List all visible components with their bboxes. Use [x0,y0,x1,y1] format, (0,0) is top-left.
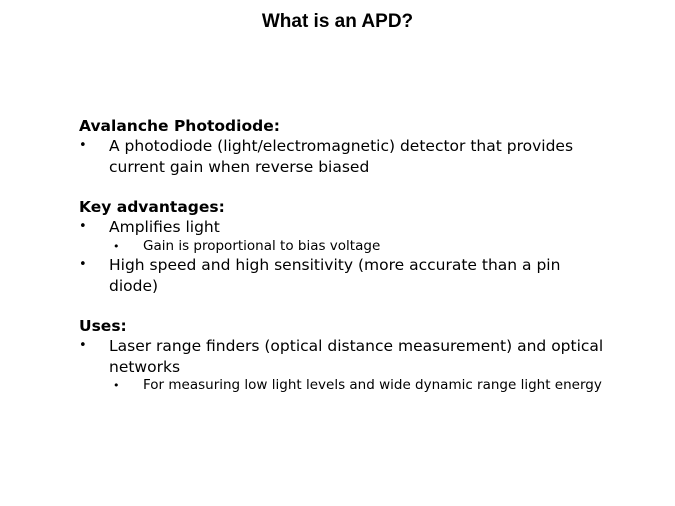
bullet-icon: • [113,379,120,392]
list-item [79,217,609,255]
list-item [79,255,609,296]
list-item-text: Laser range finders (optical distance measurement) and optical networks [109,337,604,376]
bullet-icon: • [79,257,87,272]
bullet-list [79,336,609,395]
section-uses [79,316,609,395]
bullet-list [79,136,609,177]
bullet-icon: • [79,219,87,234]
bullet-icon: • [79,138,87,153]
section-heading: Uses: [79,317,127,335]
section-heading: Key advantages: [79,198,225,216]
section-key-advantages [79,197,609,296]
list-item-text: Amplifies light [109,218,220,236]
slide-title: What is an APD? [261,11,414,32]
sub-list-item [109,238,609,256]
list-item [79,336,609,395]
list-item [79,136,609,177]
sub-bullet-list [109,377,609,395]
list-item-text: A photodiode (light/electromagnetic) detector that provides current gain when reverse biased [109,137,574,176]
bullet-list [79,217,609,296]
section-avalanche-photodiode [79,116,609,177]
section-heading: Avalanche Photodiode: [79,117,280,135]
sub-list-item-text: For measuring low light levels and wide dynamic range light energy [143,377,602,393]
sub-list-item-text: Gain is proportional to bias voltage [143,237,381,254]
bullet-icon: • [79,338,87,353]
sub-list-item [109,377,609,395]
bullet-icon: • [113,239,120,253]
sub-bullet-list [109,238,609,256]
list-item-text: High speed and high sensitivity (more accurate than a pin diode) [109,256,561,295]
slide-body [79,116,609,395]
